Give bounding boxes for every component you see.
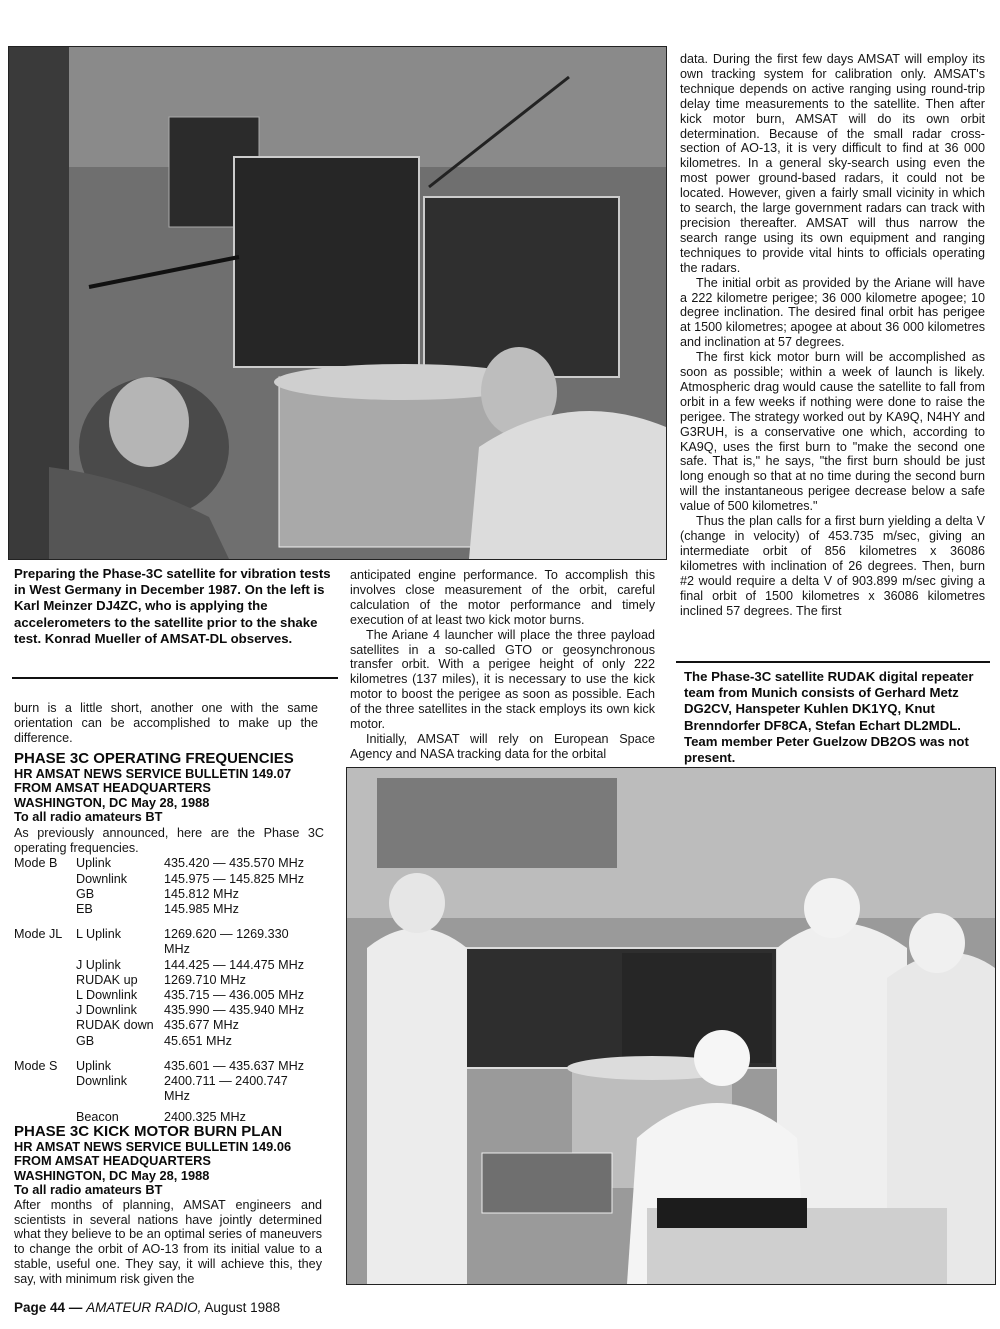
- kick-motor-section: [14, 1124, 324, 1287]
- to-line: To all radio amateurs BT: [14, 1182, 163, 1198]
- team-photo-icon: [347, 768, 995, 1284]
- satellite-photo-icon: [9, 47, 666, 559]
- table-row: J Downlink 435.990 — 435.940 MHz: [76, 1003, 305, 1018]
- magazine-name: AMATEUR RADIO,: [86, 1300, 202, 1315]
- col3-paragraph-3: The first kick motor burn will be accomplished as soon as possible; within a week of launch is likely. Atmospheric drag would cause the satellite to fall from orbit in a few weeks if nothing were done to raise the perigee. The strategy worked out by KA9Q, N4HY and G3RUH, is a conservative one which, according to KA9Q, uses the first burn to "make the second one safe. That is," he says, "the first burn should be just long enough so that at no time during the second burn will the instantaneous perigee decrease below a safe value of 500 kilometres.": [680, 350, 985, 514]
- table-row: J Uplink 144.425 — 144.475 MHz: [76, 957, 305, 972]
- table-row: Downlink 2400.711 — 2400.747 MHz: [76, 1074, 288, 1104]
- team-photo-caption: The Phase-3C satellite RUDAK digital repeater team from Munich consists of Gerhard Metz DG2CV, Hanspeter Kuhlen DK1YQ, Knut Brenndorfer DF8CA, Stefan Echart DL2MDL. Team member Peter Guelzow DB2OS was not present.: [684, 669, 974, 766]
- footer-separator: —: [68, 1300, 83, 1315]
- col1-continuation: burn is a little short, another one with the same orientation can be accomplished to make up the difference.: [14, 701, 318, 745]
- kick-motor-body: After months of planning, AMSAT engineers and scientists in several nations have jointly determined what they believe to be an optimal series of maneuvers to change the orbit of AO-13 from its initial value to a stable, useful one. They say, it will achieve this, they say, with minimum risk given the: [14, 1197, 322, 1287]
- from-line: FROM AMSAT HEADQUARTERS: [14, 780, 211, 796]
- right-caption-divider: [676, 661, 990, 663]
- bottom-photo: [346, 767, 996, 1285]
- table-row: L Downlink 435.715 — 436.005 MHz: [76, 988, 305, 1003]
- top-photo-caption: Preparing the Phase-3C satellite for vibration tests in West Germany in December 1987. On the left is Karl Meinzer DJ4ZC, who is applying the accelerometers to the satellite prior to the shake test. Konrad Mueller of AMSAT-DL observes.: [14, 566, 331, 646]
- col2-paragraph-2: The Ariane 4 launcher will place the three payload satellites in a so-called GTO or geosynchronous transfer orbit. With a perigee height of only 222 kilometres (137 miles), it is necessary to use the kick motor to boost the perigee as soon as possible. Each of the three satellites in the stack employs its own kick motor.: [350, 627, 655, 732]
- table-row: Downlink 145.975 — 145.825 MHz: [76, 871, 305, 886]
- table-row: GB 145.812 MHz: [76, 886, 239, 901]
- dateline: WASHINGTON, DC May 28, 1988: [14, 794, 210, 810]
- table-row: EB 145.985 MHz: [76, 902, 239, 917]
- col3-paragraph-1: data. During the first few days AMSAT will employ its own tracking system for calibration only. AMSAT's technique depends on active ranging using round-trip delay time measurements to the satellite. Then after kick motor burn, AMSAT will do its own orbit determination. Because of the small radar cross-section of AO-13, it is very difficult to find at 36 000 kilometres. In a general sky-search using even the most power ground-based radars, it could not be located. However, given a fairly small vicinity in which to search, the large government radars can track with precision thereafter. AMSAT will thus narrow the search range using its own equipment and ranging techniques to provide vital hints to officials operating the radars.: [680, 52, 985, 275]
- col3-paragraph-4: Thus the plan calls for a first burn yielding a delta V (change in velocity) of 453.735 m/sec, giving an intermediate orbit of 856 kilometres x 36086 kilometres with inclination of 26 degrees. Then, burn #2 would require a delta V of 903.899 m/sec giving a final orbit of 1500 kilometres x 36086 kilometres inclined 57 degrees. The first: [680, 514, 985, 618]
- section-title-kick-motor: PHASE 3C KICK MOTOR BURN PLAN: [14, 1123, 283, 1140]
- section-title-frequencies: PHASE 3C OPERATING FREQUENCIES: [14, 750, 294, 767]
- column-2-text: [350, 568, 655, 762]
- table-row: Mode S Uplink 435.601 — 435.637 MHz: [14, 1058, 305, 1073]
- issue-date: August 1988: [204, 1300, 281, 1315]
- to-line: To all radio amateurs BT: [14, 809, 163, 825]
- column-3-text: [680, 52, 985, 618]
- column-1-lead-text: [14, 701, 318, 746]
- col2-paragraph-3: Initially, AMSAT will rely on European Space Agency and NASA tracking data for the orbital: [350, 731, 655, 761]
- table-row: RUDAK down 435.677 MHz: [76, 1018, 239, 1033]
- col3-paragraph-2: The initial orbit as provided by the Ariane will have a 222 kilometre perigee; 36 000 kilometre apogee; 10 degree inclination. The desired final orbit has perigee at 1500 kilometres; apogee at about 36 000 kilometres and inclination at 57 degrees.: [680, 275, 985, 350]
- table-row: Mode JL L Uplink 1269.620 — 1269.330 MHz: [14, 927, 289, 957]
- table-row: Beacon 2400.325 MHz: [76, 1110, 246, 1125]
- frequencies-intro: As previously announced, here are the Phase 3C operating frequencies.: [14, 825, 324, 855]
- table-row: RUDAK up 1269.710 MHz: [76, 972, 246, 987]
- frequency-table: [14, 856, 324, 1125]
- col2-paragraph-1: anticipated engine performance. To accomplish this involves close measurement of the orbit, careful calculation of the motor performance and timely execution of at least two kick motor burns.: [350, 568, 655, 627]
- table-row: Mode B Uplink 435.420 — 435.570 MHz: [14, 856, 305, 871]
- dateline: WASHINGTON, DC May 28, 1988: [14, 1167, 210, 1183]
- bulletin-line: HR AMSAT NEWS SERVICE BULLETIN 149.06: [14, 1139, 292, 1154]
- table-row: GB 45.651 MHz: [76, 1033, 232, 1048]
- top-photo: [8, 46, 667, 560]
- page-footer: [14, 1300, 280, 1315]
- caption-divider: [12, 677, 338, 679]
- page-number: Page 44: [14, 1300, 66, 1315]
- operating-frequencies-section: [14, 751, 324, 1126]
- from-line: FROM AMSAT HEADQUARTERS: [14, 1153, 211, 1169]
- bulletin-line: HR AMSAT NEWS SERVICE BULLETIN 149.07: [14, 766, 292, 781]
